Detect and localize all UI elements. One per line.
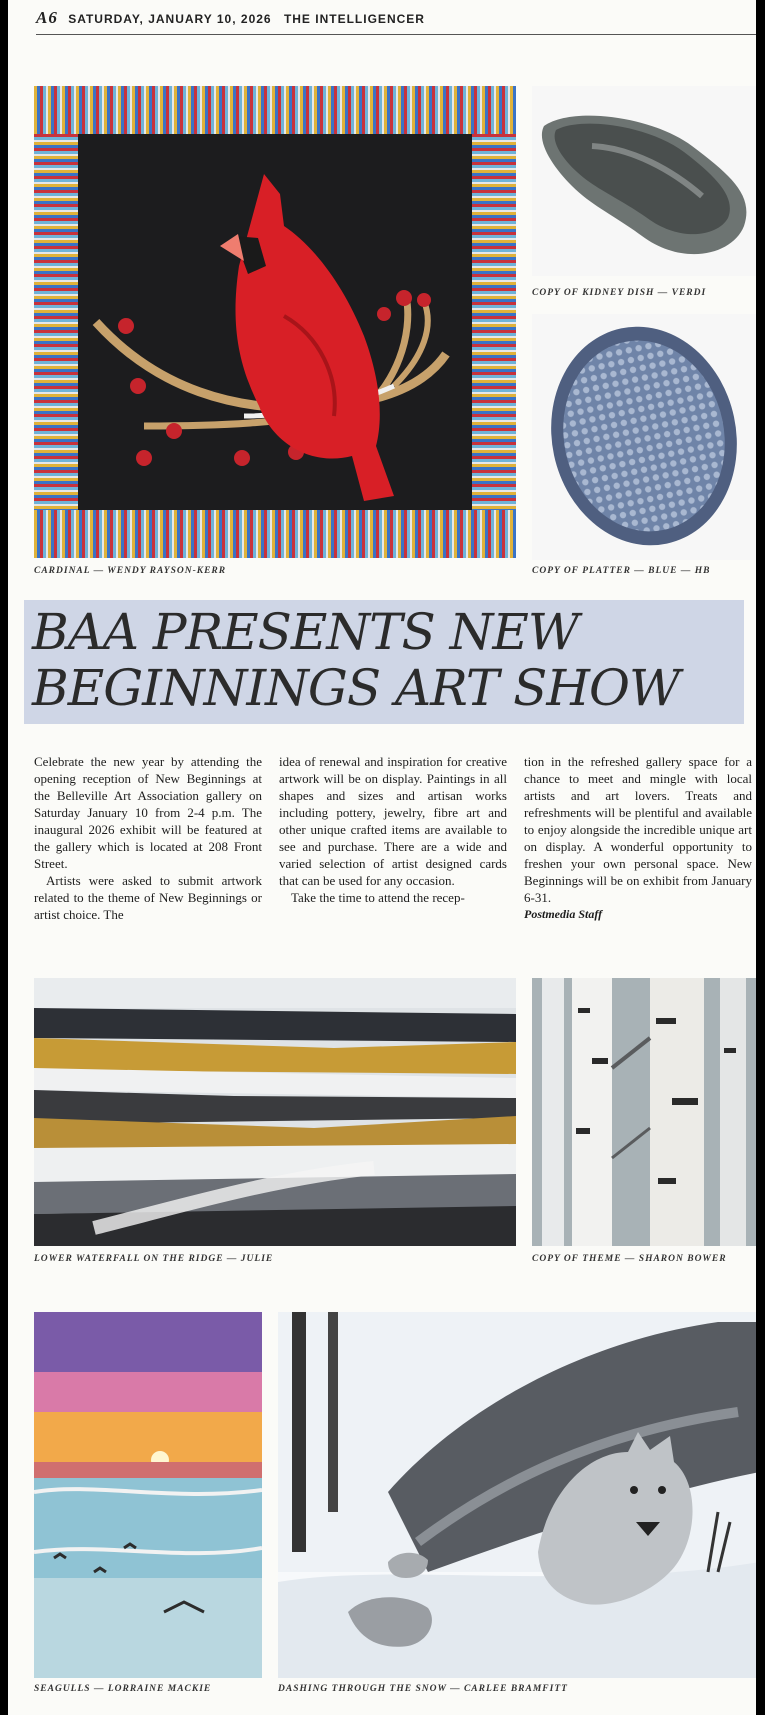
article-paragraph: Artists were asked to submit artwork related to the theme of New Beginnings or artist choice. The — [34, 873, 262, 922]
cardinal-artwork — [34, 86, 516, 558]
newspaper-page — [8, 0, 756, 1715]
kidney-dish-photo — [532, 86, 756, 276]
caption-theme: COPY OF THEME — SHARON BOWER — [532, 1254, 727, 1264]
article-column-2 — [279, 753, 507, 906]
dateline: SATURDAY, JANUARY 10, 2026 — [68, 12, 272, 26]
byline: Postmedia Staff — [524, 907, 603, 921]
header-rule — [36, 34, 756, 35]
headline-line-1: BAA PRESENTS NEW — [32, 603, 579, 661]
seagulls-painting — [34, 1312, 262, 1678]
caption-platter: COPY OF PLATTER — BLUE — HB — [532, 566, 711, 576]
caption-cardinal: CARDINAL — WENDY RAYSON-KERR — [34, 566, 227, 576]
page-number: A6 — [36, 8, 58, 27]
caption-waterfall: LOWER WATERFALL ON THE RIDGE — JULIE — [34, 1254, 274, 1264]
headline-line-2: BEGINNINGS ART SHOW — [32, 659, 680, 717]
wolves-painting — [278, 1312, 756, 1678]
caption-wolves: DASHING THROUGH THE SNOW — CARLEE BRAMFITT — [278, 1684, 568, 1694]
birch-painting — [532, 978, 756, 1246]
caption-kidney-dish: COPY OF KIDNEY DISH — VERDI — [532, 288, 707, 298]
platter-photo — [532, 314, 756, 560]
page-header — [36, 8, 425, 28]
article-paragraph: Take the time to attend the recep- — [291, 890, 465, 905]
article-column-1 — [34, 753, 262, 923]
article-paragraph: Celebrate the new year by attending the opening reception of New Beginnings at the Belleville Art Association gallery on Saturday January 10 from 2-4 p.m. The inaugural 2026 exhibit will be featured at the gallery which is located at 208 Front Street. — [34, 754, 262, 871]
article-paragraph: idea of renewal and inspiration for creative artwork will be on display. Paintings in all shapes and sizes and artisan works including pottery, jewelry, fibre art and other unique crafted items are available to see and purchase. There are a wide and varied selection of artist designed cards that can be used for any occasion. — [279, 754, 507, 888]
waterfall-painting — [34, 978, 516, 1246]
headline — [32, 604, 752, 716]
caption-seagulls: SEAGULLS — LORRAINE MACKIE — [34, 1684, 212, 1694]
article-paragraph: tion in the refreshed gallery space for a chance to meet and mingle with local artists and art lovers. Treats and refreshments will be plentiful and available to enjoy alongside the incredible unique art on display. A wonderful opportunity to freshen your own personal space. New Beginnings will be on exhibit from January 6-31. — [524, 754, 752, 905]
article-column-3 — [524, 753, 752, 923]
publication-name: THE INTELLIGENCER — [283, 12, 425, 26]
